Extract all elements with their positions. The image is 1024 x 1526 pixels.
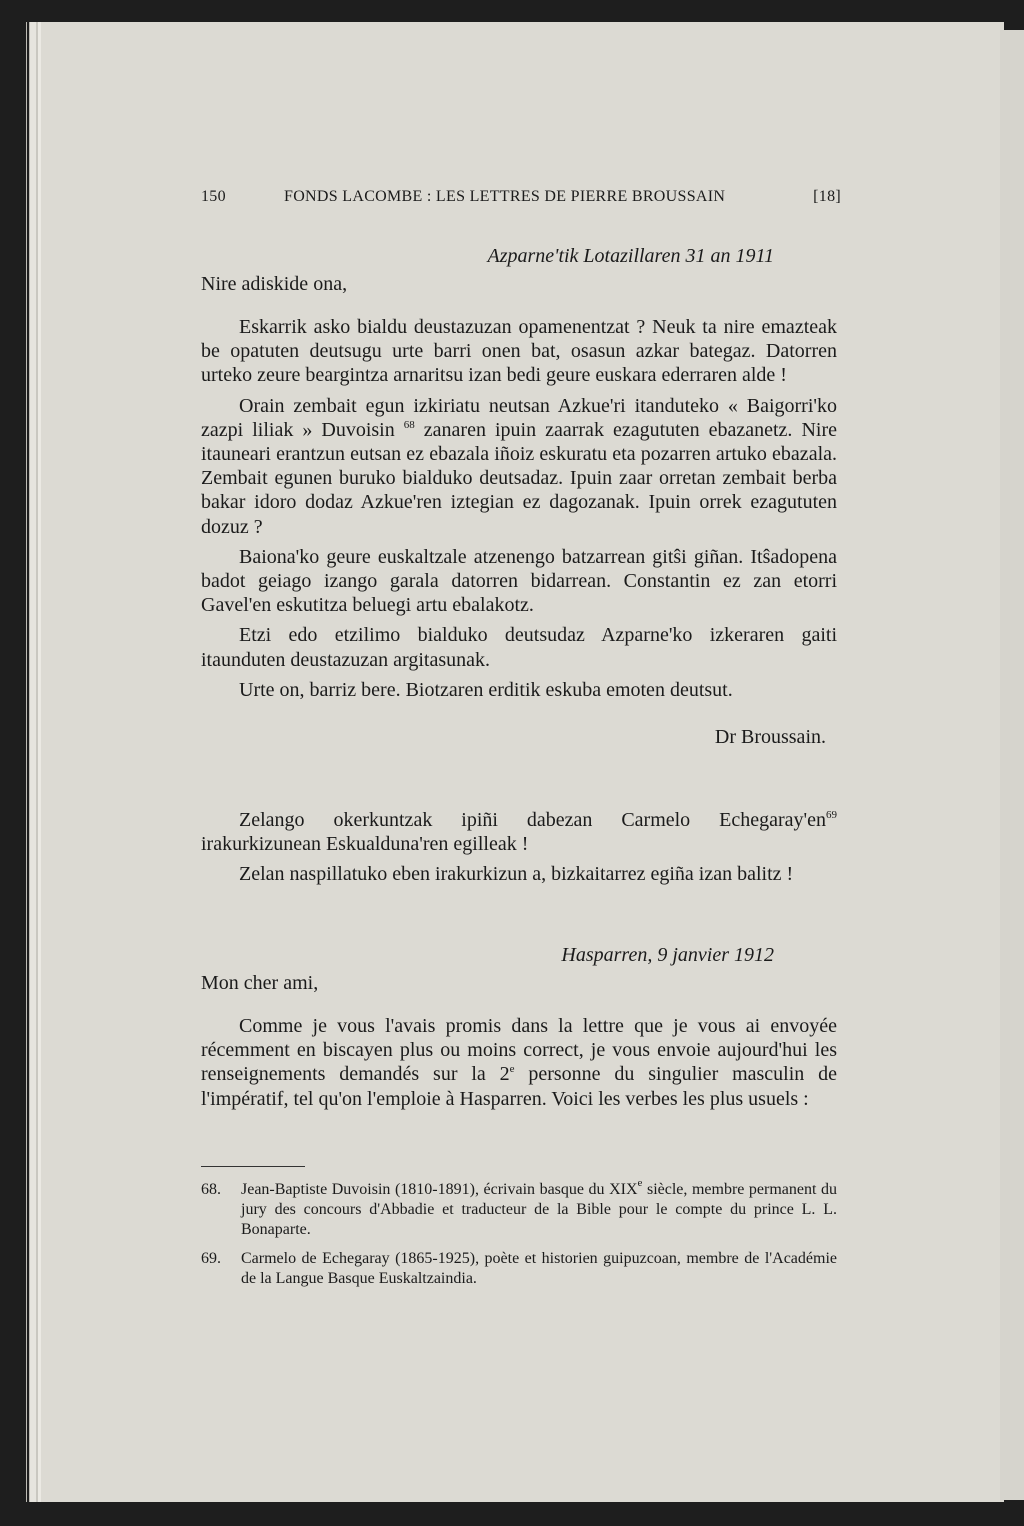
superscript: e <box>509 1063 515 1076</box>
letter1-dateline: Azparne'tik Lotazillaren 31 an 1911 <box>487 245 774 267</box>
paragraph: Zelan naspillatuko eben irakurkizun a, bizkaitarrez egiña izan balitz ! <box>239 863 794 886</box>
superscript: e <box>637 1177 643 1189</box>
footnotes <box>201 1177 837 1298</box>
letter2-salutation: Mon cher ami, <box>201 972 319 994</box>
paragraph <box>201 1014 837 1111</box>
footnote-number: 69. <box>201 1250 221 1267</box>
page-number: 150 <box>201 188 226 205</box>
footnote-rule <box>201 1166 305 1167</box>
letter2-dateline: Hasparren, 9 janvier 1912 <box>561 944 774 966</box>
footnote-text: Jean-Baptiste Duvoisin (1810-1891), écrivain basque du XIX <box>241 1181 638 1198</box>
letter1-salutation: Nire adiskide ona, <box>201 273 348 295</box>
letter2-body <box>201 1014 837 1117</box>
paragraph-text: irakurkizunean Eskualduna'ren egilleak ! <box>201 833 529 856</box>
footnote-ref: 68 <box>403 418 415 431</box>
paragraph-text: personne du singulier masculin de l'impératif, tel qu'on l'emploie à Hasparren. Voici les verbes les plus usuels : <box>201 1063 837 1110</box>
paragraph: Etzi edo etzilimo bialduko deutsudaz Azparne'ko izkeraren gaiti itaunduten deustazuzan argitasunak. <box>201 624 837 671</box>
letter1-signature: Dr Broussain. <box>714 726 826 748</box>
footnote-number: 68. <box>201 1181 221 1198</box>
paragraph: Urte on, barriz bere. Biotzaren erditik eskuba emoten deutsut. <box>239 678 733 701</box>
paragraph <box>201 808 837 856</box>
paragraph-text: Comme je vous l'avais promis dans la lettre que je vous ai envoyée récemment en biscayen plus ou moins correct, je vous envoie aujourd'hui les renseignements demandés sur la 2 <box>201 1015 837 1086</box>
letter1-body <box>201 315 837 708</box>
running-title: FONDS LACOMBE : LES LETTRES DE PIERRE BROUSSAIN <box>284 188 726 205</box>
paragraph: Eskarrik asko bialdu deustazuzan opamenentzat ? Neuk ta nire emazteak be opatuten deutsugu urte barri onen bat, osasun azkar bategaz. Datorren urteko zeure beargintza arnaritsu izan bedi geure euskara ederraren alde ! <box>201 316 837 387</box>
footnote <box>201 1177 837 1240</box>
signature-mark: [18] <box>813 188 841 205</box>
footnote <box>201 1249 837 1289</box>
footnote-text: siècle, membre permanent du jury des concours d'Abbadie et traducteur de la Bible pour le compte du prince L. L. Bonaparte. <box>241 1181 837 1238</box>
note-body <box>201 808 837 893</box>
paragraph-text: Zelango okerkuntzak ipiñi dabezan Carmelo Echegaray'en <box>239 809 826 831</box>
footnote-ref: 69 <box>826 809 837 821</box>
paragraph <box>201 394 837 539</box>
paragraph-text: zanaren ipuin zaarrak ezagututen ebazanetz. Nire itauneari erantzun eutsan ez ebazala iñoiz eskuratu eta pozarren artuko ebazala. Zembait egunen buruko bialduko deutsadaz. Ipuin zaar orretan zembait berba bakar idoro dodaz Azkue'ren iztegian ez dagozanak. Ipuin orrek ezagututen dozuz ? <box>201 418 837 538</box>
paragraph: Baiona'ko geure euskaltzale atzenengo batzarrean gitŝi giñan. Itŝadopena badot geiago izango garala datorren bidarrean. Constantin ez zan etorri Gavel'en eskutitza beluegi artu ebalakotz. <box>201 545 837 617</box>
paragraph-text: Orain zembait egun izkiriatu neutsan Azkue'ri itanduteko « Baigorri'ko zazpi liliak » Duvoisin <box>201 394 837 441</box>
footnote-text: Carmelo de Echegaray (1865-1925), poète et historien guipuzcoan, membre de l'Académie de la Langue Basque Euskaltzaindia. <box>241 1250 837 1287</box>
